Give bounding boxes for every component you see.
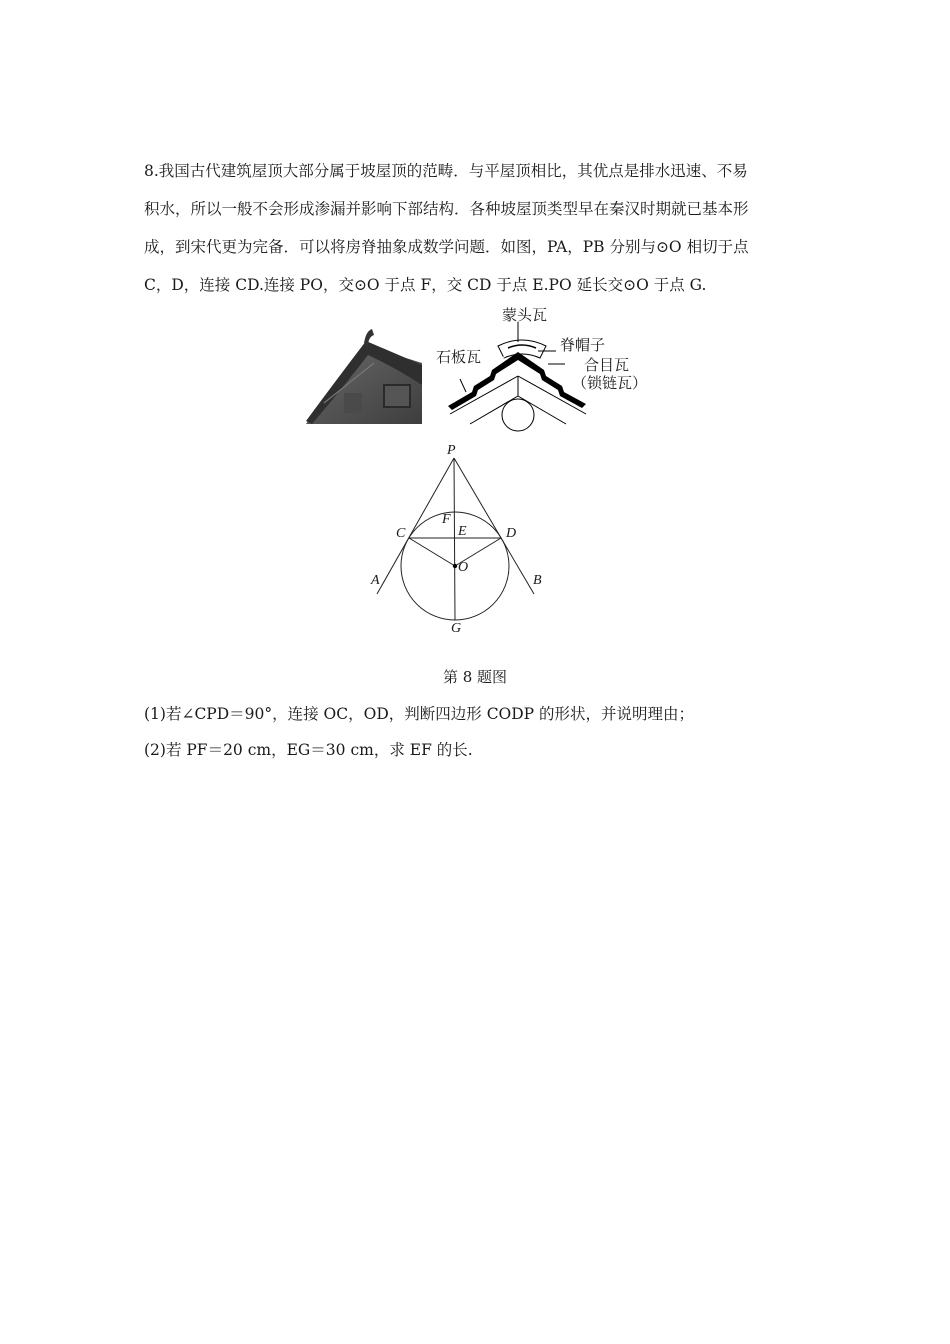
point-D: D (506, 526, 517, 541)
question-2: (2)若 PF＝20 cm，EG＝30 cm，求 EF 的长. (144, 741, 473, 759)
problem-line-2: 积水，所以一般不会形成渗漏并影响下部结构．各种坡屋顶类型早在秦汉时期就已基本形 (144, 200, 749, 218)
point-E: E (458, 524, 467, 539)
point-G: G (451, 621, 462, 636)
figure-caption: 第 8 题图 (442, 668, 508, 686)
roof-photo (304, 323, 422, 424)
point-P: P (447, 443, 456, 458)
roof-cross-section (430, 300, 670, 435)
point-C: C (396, 526, 406, 541)
problem-line-1: 8.我国古代建筑屋顶大部分属于坡屋顶的范畴．与平屋顶相比，其优点是排水迅速、不易 (144, 162, 748, 180)
problem-line-4: C，D，连接 CD.连接 PO，交⊙O 于点 F，交 CD 于点 E.PO 延长交⊙O 于点 G. (144, 276, 707, 294)
label-jimaozi: 脊帽子 (560, 336, 606, 354)
problem-line-3: 成，到宋代更为完备．可以将房脊抽象成数学问题．如图，PA，PB 分别与⊙O 相切于点 (144, 238, 749, 256)
problem-number: 8. (144, 162, 159, 180)
label-suolian: （锁链瓦） (572, 374, 648, 392)
point-F: F (442, 512, 451, 527)
question-1: (1)若∠CPD＝90°，连接 OC，OD，判断四边形 CODP 的形状，并说明理由； (144, 705, 695, 723)
label-shiban: 石板瓦 (436, 348, 482, 366)
problem-statement (144, 152, 824, 304)
label-hemu: 合目瓦 (584, 356, 630, 374)
geometry-figure (360, 440, 560, 640)
point-A: A (371, 573, 380, 588)
point-B: B (533, 573, 542, 588)
label-menggtou: 蒙头瓦 (502, 306, 548, 324)
point-O: O (458, 560, 469, 575)
